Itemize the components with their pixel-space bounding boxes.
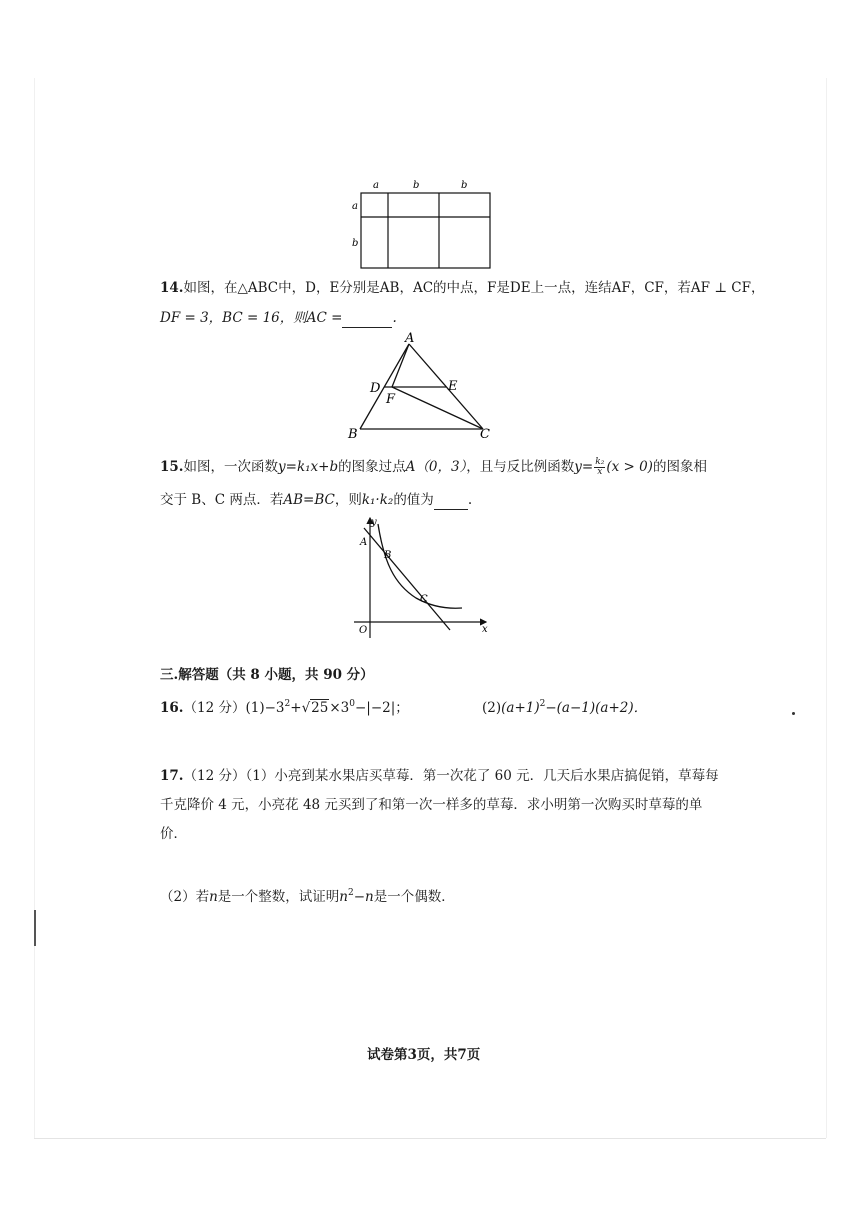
q17-part2-b: 是一个整数，试证明 bbox=[217, 889, 340, 905]
q17-score: （12 分） bbox=[183, 768, 246, 784]
q15-text-c: ，且与反比例函数 bbox=[466, 459, 575, 475]
q16-part2-b: −(a−1)(a+2)． bbox=[545, 700, 648, 716]
label-point-C: C bbox=[420, 594, 428, 605]
grid-col-label-1: a bbox=[373, 180, 379, 191]
q16-part1-sqrt: 25 bbox=[311, 700, 329, 716]
q16-part2-a: (a+1) bbox=[501, 700, 540, 716]
grid-col-label-2: b bbox=[413, 180, 420, 191]
q16-part1-plus: + bbox=[290, 700, 302, 716]
q15-condition: AB=BC bbox=[283, 492, 335, 508]
q17-part1-line1: （1）小亮到某水果店买草莓．第一次花了 60 元．几天后水果店搞促销，草莓每 bbox=[245, 768, 719, 784]
scan-artifact-dot bbox=[792, 712, 795, 715]
q14-line2-end: . bbox=[392, 310, 397, 326]
q15-line2-end: . bbox=[467, 492, 473, 508]
q17-part2-d: 是一个偶数． bbox=[373, 889, 455, 905]
grid-col-label-3: b bbox=[461, 180, 468, 191]
q14-line1 bbox=[160, 279, 765, 297]
q15-fraction bbox=[594, 458, 605, 477]
q17-part2 bbox=[160, 884, 455, 906]
q16-part2-exp: 2 bbox=[539, 699, 546, 709]
label-D: D bbox=[370, 381, 381, 396]
page-footer: 试卷第3页，共7页 bbox=[367, 1047, 481, 1063]
q17-part2-minus: − bbox=[353, 889, 366, 905]
q16-part1-label: (1) bbox=[245, 700, 265, 716]
label-origin: O bbox=[359, 625, 368, 636]
label-C: C bbox=[480, 427, 490, 442]
q17-line1 bbox=[160, 767, 719, 785]
q17-part2-n1: n bbox=[209, 889, 218, 905]
q15-number: 15. bbox=[160, 459, 184, 475]
label-E: E bbox=[448, 379, 458, 394]
q16-part1: 16.（12 分）$(1)-3^2+√25\times 3^0-|-2|$； bbox=[160, 699, 409, 716]
q16-part1-c: ×3 bbox=[329, 700, 350, 716]
q16-part1-a: −3 bbox=[264, 700, 285, 716]
grid-outer-rect bbox=[361, 193, 490, 268]
q17-number: 17. bbox=[160, 768, 184, 784]
linear-function-line bbox=[364, 528, 450, 630]
label-A: A bbox=[405, 332, 415, 346]
segment-AF bbox=[392, 344, 409, 387]
q16-part2 bbox=[482, 695, 647, 717]
q15-graph-figure bbox=[350, 512, 495, 642]
segment-FC bbox=[392, 387, 483, 429]
rectangle-grid-figure bbox=[345, 176, 500, 272]
q16-part2-label: (2) bbox=[482, 700, 502, 716]
q14-number: 14. bbox=[160, 280, 184, 296]
label-x-axis: x bbox=[482, 624, 488, 635]
q15-domain-condition: (x > 0) bbox=[606, 459, 653, 475]
label-F: F bbox=[386, 392, 396, 407]
q17-part2-n3: n bbox=[365, 889, 374, 905]
q16-part1-d: −|−2|； bbox=[355, 700, 409, 716]
q15-frac-den: x bbox=[597, 467, 603, 477]
q15-text-a: 如图，一次函数 bbox=[183, 459, 278, 475]
scan-edge-left bbox=[34, 78, 35, 1138]
q15-text-f: ，则 bbox=[334, 492, 362, 508]
q15-line1 bbox=[160, 458, 707, 477]
q14-answer-blank bbox=[342, 309, 392, 328]
label-point-B: B bbox=[384, 550, 392, 561]
q14-triangle-figure bbox=[340, 332, 500, 444]
q15-text-b: 的图象过点 bbox=[338, 459, 406, 475]
q16-score: （12 分） bbox=[183, 700, 246, 716]
q15-expression: k₁·k₂ bbox=[361, 492, 394, 508]
grid-row-label-2: b bbox=[352, 238, 359, 249]
q14-text-line2: DF = 3，BC = 16，则AC = bbox=[160, 310, 343, 326]
q17-part2-n2: n bbox=[339, 889, 348, 905]
q17-line2: 千克降价 4 元，小亮花 48 元买到了和第一次一样多的草莓．求小明第一次购买时草莓的单 bbox=[160, 797, 703, 813]
section3-title: 三.解答题（共 8 小题，共 90 分） bbox=[160, 667, 374, 683]
q15-linear-function: y=k₁x+b bbox=[278, 459, 339, 475]
scan-artifact-mark bbox=[34, 910, 36, 946]
q15-text-e: 交于 B、C 两点．若 bbox=[160, 492, 284, 508]
q15-line2 bbox=[160, 491, 472, 510]
q15-inverse-y: y= bbox=[574, 459, 594, 475]
scan-edge-bottom bbox=[34, 1138, 826, 1139]
grid-row-label-1: a bbox=[352, 201, 358, 212]
q16-part1-exp1: 2 bbox=[284, 699, 291, 709]
q16-number: 16. bbox=[160, 700, 184, 716]
q14-text-line1: 如图，在△ABC中，D，E分别是AB，AC的中点，F是DE上一点，连结AF，CF，若AF ⊥ CF， bbox=[183, 280, 765, 296]
label-point-A: A bbox=[360, 537, 368, 548]
q17-part2-exp: 2 bbox=[348, 888, 354, 898]
label-B: B bbox=[348, 427, 358, 442]
q15-frac-num: k₂ bbox=[595, 457, 605, 467]
scan-edge-right bbox=[826, 78, 827, 1138]
q15-text-g: 的值为 bbox=[393, 492, 434, 508]
q17-part2-a: （2）若 bbox=[160, 889, 210, 905]
q16-part1-exp2: 0 bbox=[349, 699, 355, 709]
q17-line3: 价． bbox=[160, 826, 187, 842]
q15-answer-blank bbox=[434, 491, 468, 510]
q15-text-d: 的图象相 bbox=[652, 459, 707, 475]
q14-line2 bbox=[160, 309, 397, 328]
label-y-axis: y bbox=[371, 517, 377, 528]
q15-point-A: A（0，3） bbox=[405, 459, 467, 475]
